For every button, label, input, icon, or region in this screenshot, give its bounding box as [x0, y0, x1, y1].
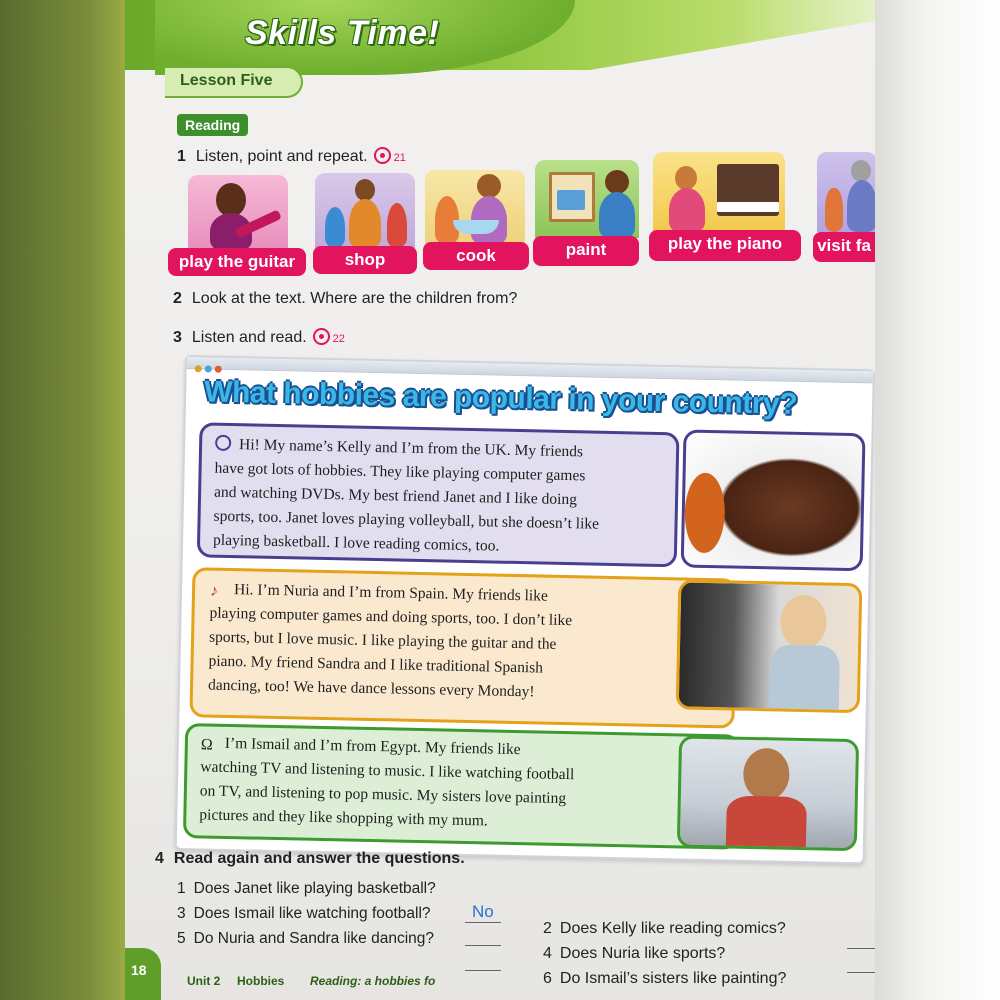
page-number: 18	[131, 962, 147, 978]
background-right	[875, 0, 1000, 1000]
audio-cd-icon[interactable]	[313, 328, 330, 345]
question-6	[543, 970, 786, 988]
textbook-page	[125, 0, 875, 1000]
exercise-text: Listen and read.	[191, 329, 307, 346]
question-5	[177, 930, 434, 948]
photo-ismail	[677, 735, 859, 851]
exercise-3-instruction	[173, 328, 345, 347]
card-illustration	[425, 170, 525, 244]
post-line: piano. My friend Sandra and I like traditional Spanish	[208, 652, 544, 677]
exercise-number: 4	[155, 850, 164, 867]
card-illustration	[535, 160, 639, 238]
question-number: 1	[177, 880, 186, 897]
question-text: Does Kelly like reading comics?	[559, 920, 786, 937]
reading-badge: Reading	[177, 114, 248, 136]
track-number: 21	[393, 152, 406, 164]
answer-blank-4[interactable]	[847, 972, 875, 973]
exercise-number: 1	[177, 148, 186, 165]
exercise-4-instruction	[155, 850, 465, 868]
headphones-icon: Ω	[200, 736, 213, 754]
card-label: cook	[423, 242, 529, 270]
reading-panel	[175, 355, 875, 864]
post-line: on TV, and listening to pop music. My sisters love painting	[199, 782, 567, 808]
window-dot-icon	[215, 366, 222, 373]
post-kelly-text	[213, 433, 601, 561]
footer-unit: Unit 2	[187, 974, 221, 988]
exercise-text: Listen, point and repeat.	[195, 148, 368, 165]
answer-blank-5[interactable]	[465, 970, 501, 971]
answer-blank-2[interactable]	[847, 948, 875, 949]
question-text: Does Nuria like sports?	[559, 945, 726, 962]
question-3	[177, 905, 431, 923]
exercise-text: Read again and answer the questions.	[173, 850, 465, 867]
photo-nuria	[676, 579, 863, 713]
post-ismail-text	[199, 731, 575, 835]
answer-blank-3[interactable]	[465, 945, 501, 946]
card-label: shop	[313, 246, 417, 274]
post-line: Hi! My name’s Kelly and I’m from the UK. My friends	[238, 436, 584, 461]
card-label: play the piano	[649, 230, 801, 261]
ball-icon	[215, 435, 231, 451]
question-text: Does Janet like playing basketball?	[193, 880, 436, 897]
answer-blank-1[interactable]	[465, 922, 501, 923]
post-line: I’m Ismail and I’m from Egypt. My friends like	[224, 734, 521, 759]
card-label: visit fa	[813, 232, 875, 262]
question-number: 6	[543, 970, 552, 987]
window-dot-icon	[195, 365, 202, 372]
post-line: sports, too. Janet loves playing volleyball, but she doesn’t like	[213, 507, 600, 533]
panel-title: What hobbies are popular in your country?	[203, 375, 798, 421]
exercise-number: 2	[173, 290, 182, 307]
question-text: Does Ismail like watching football?	[193, 905, 431, 922]
question-4	[543, 945, 725, 963]
post-line: playing basketball. I love reading comics, too.	[212, 531, 500, 555]
exercise-1-instruction	[177, 147, 406, 166]
post-line: watching TV and listening to music. I like watching football	[200, 758, 575, 784]
footer-unit-name: Hobbies	[237, 974, 285, 988]
card-illustration	[653, 152, 785, 232]
window-dot-icon	[205, 365, 212, 372]
question-number: 5	[177, 930, 186, 947]
card-label: play the guitar	[168, 248, 306, 276]
question-number: 4	[543, 945, 552, 962]
question-number: 3	[177, 905, 186, 922]
post-nuria-text	[208, 578, 573, 706]
question-2	[543, 920, 786, 938]
card-label: paint	[533, 236, 639, 266]
post-line: have got lots of hobbies. They like playing computer games	[214, 459, 586, 485]
post-line: pictures and they like shopping with my mum.	[199, 806, 488, 830]
exercise-number: 3	[173, 329, 182, 346]
guitar-icon: ♪	[209, 582, 219, 600]
book-spine-left	[0, 0, 125, 1000]
question-text: Do Nuria and Sandra like dancing?	[193, 930, 435, 947]
exercise-text: Look at the text. Where are the children from?	[191, 290, 518, 307]
question-number: 2	[543, 920, 552, 937]
card-illustration	[817, 152, 875, 232]
card-illustration	[315, 173, 415, 248]
post-line: and watching DVDs. My best friend Janet and I like doing	[213, 483, 578, 509]
photo-kelly	[681, 429, 866, 571]
post-line: dancing, too! We have dance lessons every Monday!	[207, 676, 535, 701]
footer-topic: Reading: a hobbies fo	[310, 974, 436, 988]
audio-cd-icon[interactable]	[374, 147, 391, 164]
card-illustration	[188, 175, 288, 250]
post-line: Hi. I’m Nuria and I’m from Spain. My friends like	[233, 581, 549, 605]
question-1	[177, 880, 436, 898]
page-title: Skills Time!	[245, 14, 440, 52]
track-number: 22	[332, 333, 345, 345]
post-line: sports, but I love music. I like playing the guitar and the	[208, 628, 557, 653]
question-text: Do Ismail’s sisters like painting?	[559, 970, 787, 987]
exercise-2-instruction	[173, 290, 517, 308]
lesson-label: Lesson Five	[180, 72, 273, 89]
post-line: playing computer games and doing sports, too. I don’t like	[209, 604, 573, 630]
answer-1[interactable]: No	[472, 902, 494, 921]
